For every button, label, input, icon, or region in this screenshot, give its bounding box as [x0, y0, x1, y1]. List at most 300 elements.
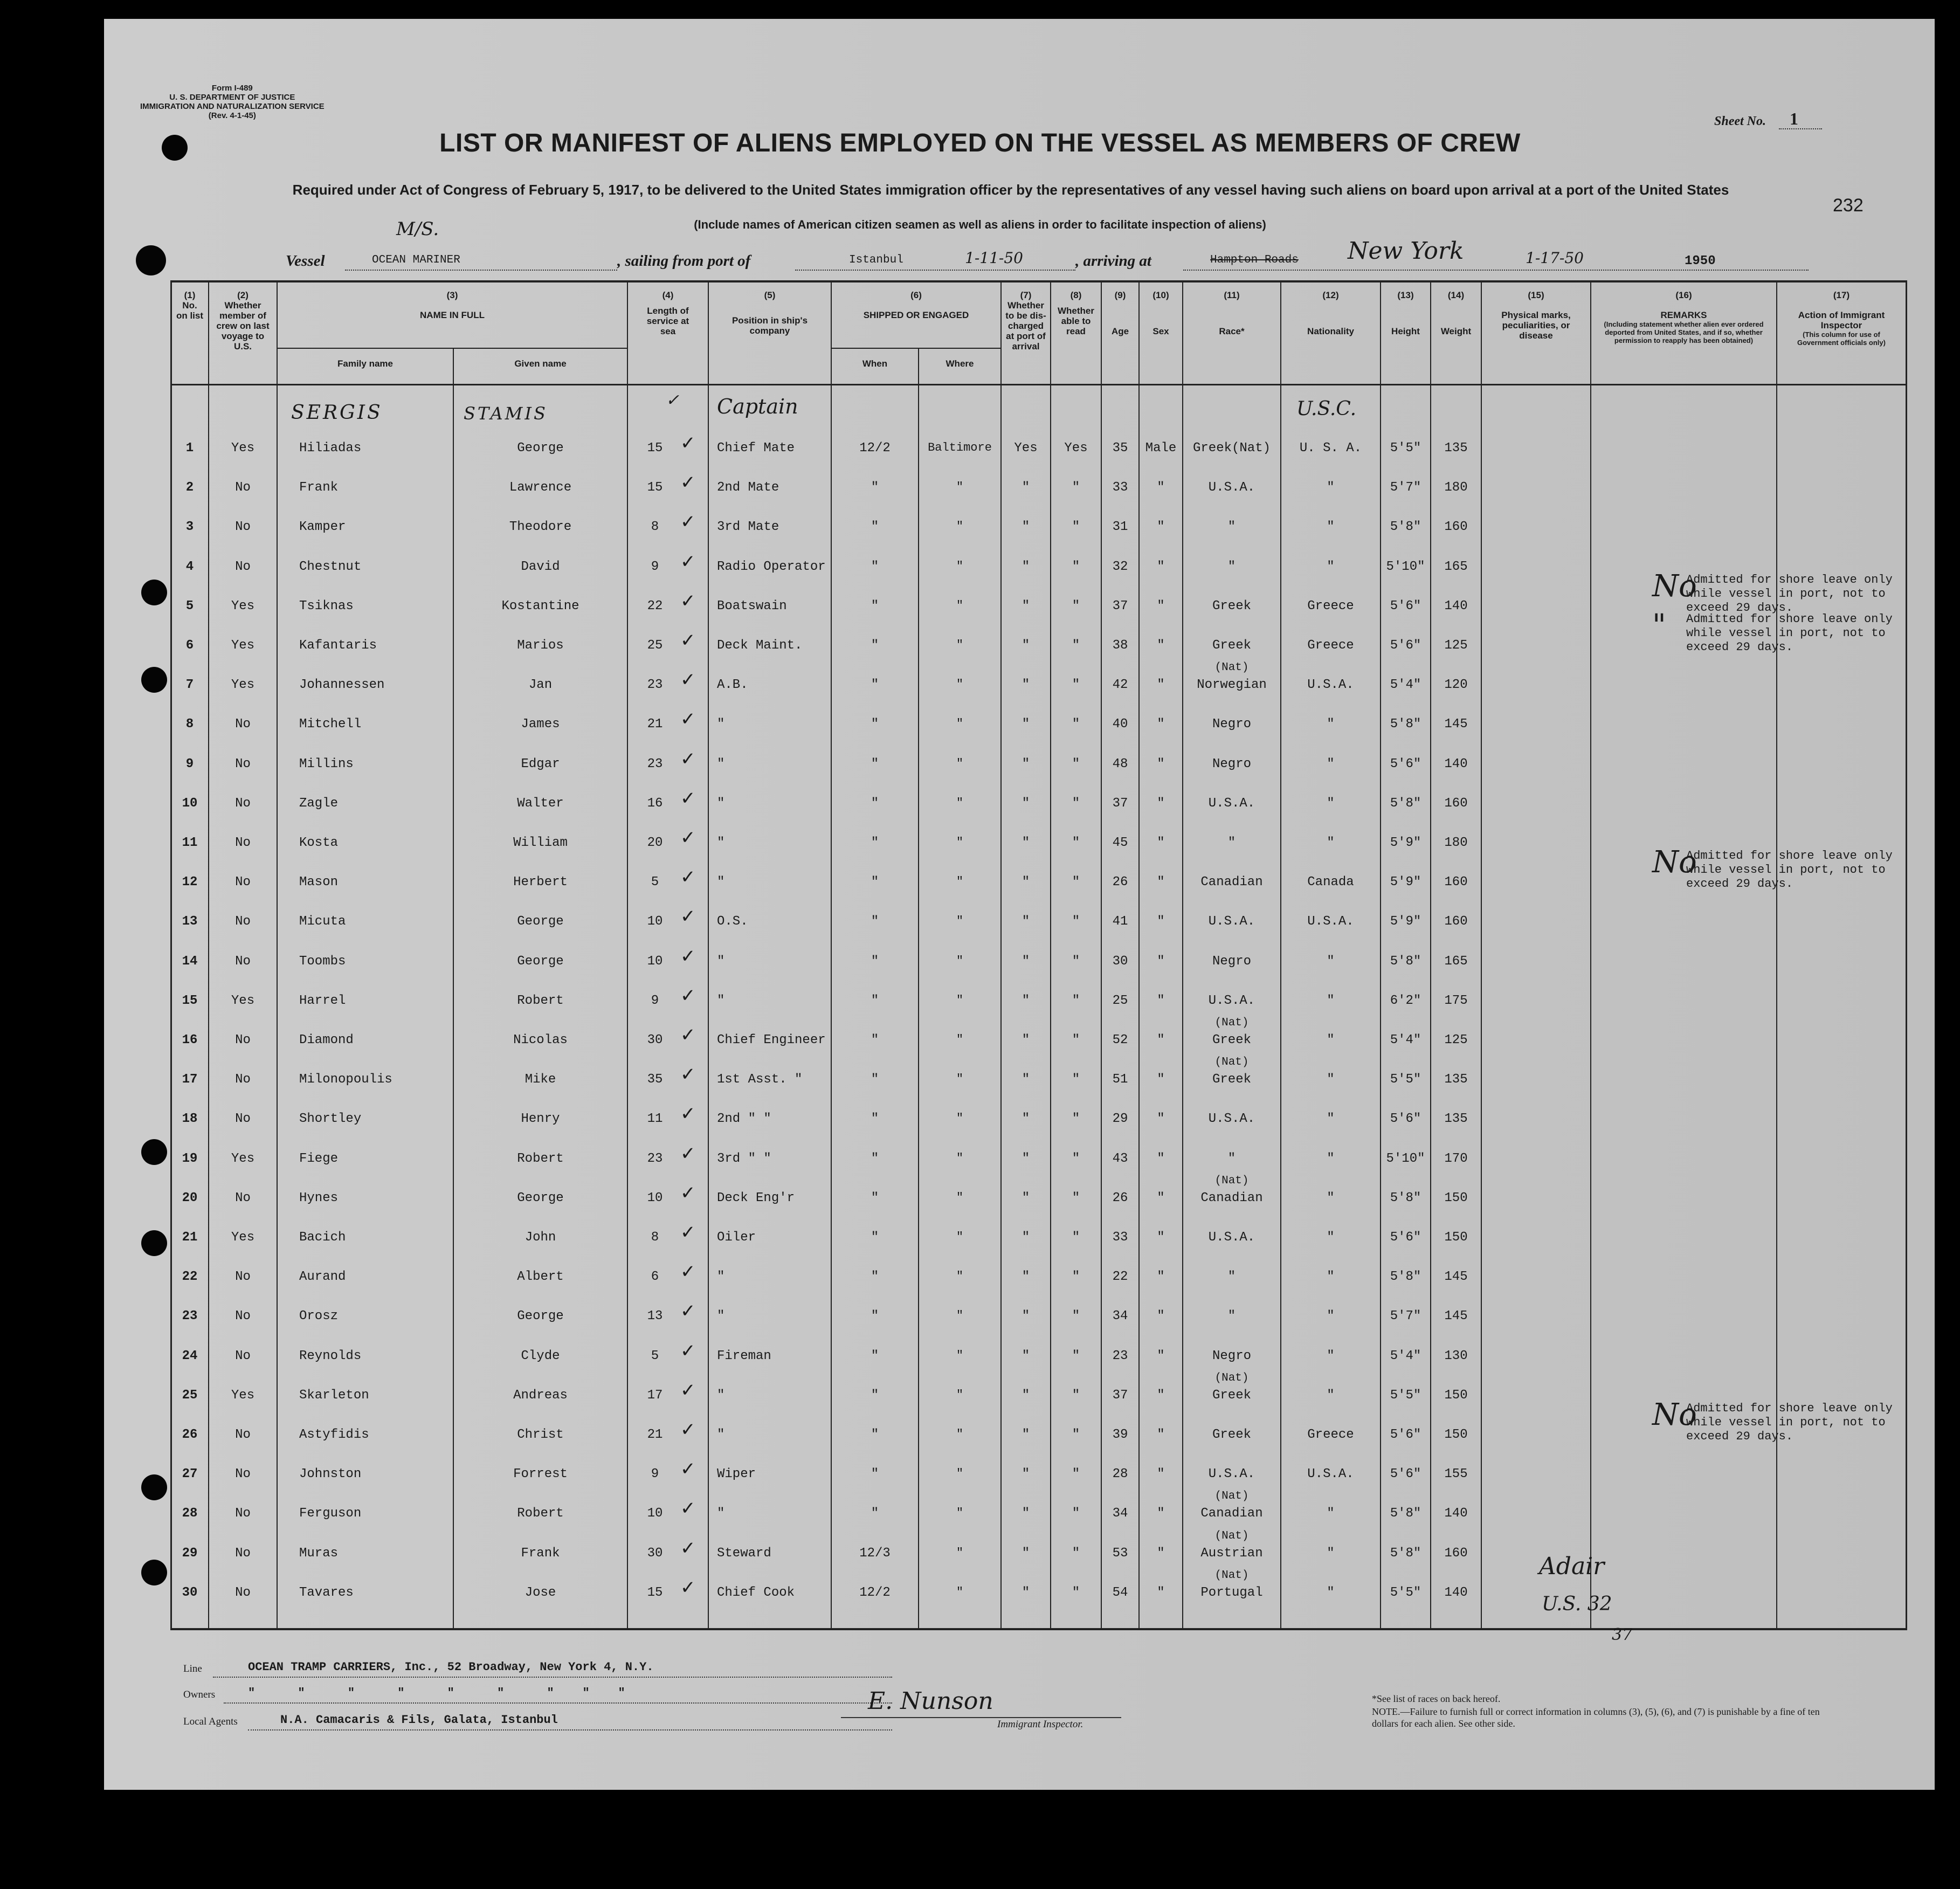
service-years: 6: [651, 1270, 659, 1284]
able-to-read: ": [1072, 717, 1080, 732]
shipped-where: ": [956, 1388, 964, 1402]
sex: ": [1157, 875, 1165, 890]
shipped-when: ": [871, 1349, 879, 1363]
shipped-when: ": [871, 994, 879, 1008]
remark-mark: No: [1652, 1397, 1697, 1432]
given-name: George: [517, 1309, 564, 1323]
nationality: ": [1327, 1546, 1335, 1561]
header-where: Where: [946, 359, 974, 369]
remark-text: Admitted for shore leave only while vessel in port, not to exceed 29 days.: [1686, 849, 1893, 891]
age: 26: [1112, 1191, 1128, 1205]
nationality: ": [1327, 560, 1335, 574]
race: U.S.A.: [1208, 914, 1255, 929]
weight: 150: [1444, 1388, 1468, 1403]
age: 48: [1112, 757, 1128, 771]
shipped-where: ": [956, 1506, 964, 1520]
shipped-when: ": [871, 757, 879, 771]
shipped-where: ": [956, 638, 964, 652]
service-years: 8: [651, 1230, 659, 1245]
shipped-where: ": [956, 1270, 964, 1283]
weight: 150: [1444, 1428, 1468, 1442]
able-to-read: ": [1072, 1349, 1080, 1363]
position: Radio Operator: [717, 560, 826, 574]
service-years: 10: [647, 914, 663, 929]
family-name: Mason: [299, 875, 339, 890]
height: 5'6": [1390, 638, 1421, 653]
family-name: Bacich: [299, 1230, 346, 1245]
family-name: Millins: [299, 757, 354, 771]
previous-voyage: No: [235, 875, 251, 890]
given-name: Jan: [528, 678, 553, 692]
row-number: 12: [182, 875, 198, 890]
given-name: Jose: [524, 1585, 556, 1600]
discharged: ": [1022, 757, 1030, 771]
service-years: 22: [647, 599, 663, 613]
shipped-when: ": [871, 1309, 879, 1323]
year: 1950: [1685, 254, 1716, 268]
row-number: 28: [182, 1506, 198, 1521]
check-mark: ✓: [680, 590, 696, 612]
sex: ": [1157, 1152, 1165, 1166]
shipped-where: ": [956, 1191, 964, 1204]
race-naturalized-note: (Nat): [1214, 1017, 1249, 1029]
able-to-read: ": [1072, 1585, 1080, 1600]
shipped-when: ": [871, 1152, 879, 1166]
height: 5'8": [1390, 1191, 1421, 1205]
age: 32: [1112, 560, 1128, 574]
manifest-sheet: [104, 19, 1935, 1790]
service-years: 13: [647, 1309, 663, 1323]
age: 43: [1112, 1152, 1128, 1166]
discharged: ": [1022, 1546, 1030, 1561]
family-name: Frank: [299, 480, 339, 495]
able-to-read: ": [1072, 1072, 1080, 1087]
header-height: (13) Height: [1391, 290, 1420, 336]
remark-mark: No: [1652, 569, 1697, 604]
shipped-when: ": [871, 1467, 879, 1481]
remark-text: Admitted for shore leave only while vessel in port, not to exceed 29 days.: [1686, 573, 1893, 615]
height: 5'6": [1390, 1428, 1421, 1442]
able-to-read: ": [1072, 1112, 1080, 1126]
weight: 135: [1444, 441, 1468, 456]
height: 5'9": [1390, 875, 1421, 890]
punch-hole: [141, 667, 167, 693]
race: Greek: [1212, 599, 1251, 613]
position: Chief Engineer: [717, 1033, 826, 1047]
nationality: ": [1327, 1152, 1335, 1166]
previous-voyage: No: [235, 560, 251, 574]
shipped-when: 12/2: [859, 1585, 891, 1600]
height: 5'4": [1390, 678, 1421, 692]
previous-voyage: No: [235, 1112, 251, 1126]
weight: 140: [1444, 1585, 1468, 1600]
row-number: 16: [182, 1033, 198, 1047]
able-to-read: ": [1072, 1467, 1080, 1481]
discharged: ": [1022, 1230, 1030, 1245]
given-name: George: [517, 1191, 564, 1205]
punch-hole: [141, 1560, 167, 1585]
family-name: Zagle: [299, 796, 339, 811]
vessel-name: OCEAN MARINER: [372, 254, 460, 266]
age: 33: [1112, 1230, 1128, 1245]
discharged: ": [1022, 1112, 1030, 1126]
us-count: U.S. 32: [1542, 1593, 1612, 1615]
row-number: 13: [182, 914, 198, 929]
race: Austrian: [1200, 1546, 1263, 1561]
service-years: 23: [647, 1152, 663, 1166]
position: Oiler: [717, 1230, 756, 1245]
row-number: 10: [182, 796, 198, 811]
age: 26: [1112, 875, 1128, 890]
header-physical-marks: (15) Physical marks, peculiarities, or disease: [1501, 290, 1571, 341]
weight: 135: [1444, 1072, 1468, 1087]
previous-voyage: No: [235, 1506, 251, 1521]
position: ": [717, 1506, 725, 1521]
able-to-read: ": [1072, 757, 1080, 771]
check-mark: ✓: [680, 630, 696, 651]
position: ": [717, 757, 725, 771]
nationality: ": [1327, 1191, 1335, 1205]
position: ": [717, 994, 725, 1008]
race: U.S.A.: [1208, 1230, 1255, 1245]
race-naturalized-note: (Nat): [1214, 1530, 1249, 1542]
check-mark: ✓: [680, 827, 696, 849]
header-no: (1) No. on list: [176, 290, 204, 321]
family-name: Kamper: [299, 520, 346, 534]
check-mark: ✓: [680, 906, 696, 927]
row-number: 20: [182, 1191, 198, 1205]
header-service: (4) Length of service at sea: [646, 290, 689, 336]
age: 42: [1112, 678, 1128, 692]
previous-voyage: No: [235, 1467, 251, 1481]
given-name: Mike: [524, 1072, 556, 1087]
service-years: 8: [651, 520, 659, 534]
row-number: 5: [185, 599, 194, 613]
check-mark: ✓: [680, 1577, 696, 1598]
previous-voyage: Yes: [231, 638, 255, 653]
discharged: ": [1022, 796, 1030, 811]
weight: 160: [1444, 914, 1468, 929]
owners-label: Owners: [183, 1689, 216, 1700]
discharged: ": [1022, 480, 1030, 495]
race-naturalized-note: (Nat): [1214, 1569, 1249, 1582]
discharged: ": [1022, 599, 1030, 613]
date-to: 1-17-50: [1526, 249, 1584, 267]
nationality: ": [1327, 1112, 1335, 1126]
nationality: ": [1327, 1506, 1335, 1521]
able-to-read: ": [1072, 836, 1080, 850]
race: Canadian: [1200, 875, 1263, 890]
previous-voyage: No: [235, 796, 251, 811]
nationality: ": [1327, 1388, 1335, 1403]
check-mark: ✓: [680, 708, 696, 730]
header-family-name: Family name: [337, 359, 393, 369]
height: 5'6": [1390, 757, 1421, 771]
race: ": [1227, 520, 1236, 534]
sex: ": [1157, 1506, 1165, 1521]
discharged: Yes: [1014, 441, 1038, 456]
family-name: Harrel: [299, 994, 346, 1008]
sex: ": [1157, 1585, 1165, 1600]
discharged: ": [1022, 836, 1030, 850]
check-mark: ✓: [680, 1261, 696, 1283]
shipped-where: ": [956, 480, 964, 494]
family-name: Johannessen: [299, 678, 385, 692]
position: ": [717, 836, 725, 850]
given-name: Lawrence: [509, 480, 572, 495]
able-to-read: ": [1072, 994, 1080, 1008]
agents-value: N.A. Camacaris & Fils, Galata, Istanbul: [280, 1713, 558, 1727]
height: 5'7": [1390, 480, 1421, 495]
able-to-read: Yes: [1064, 441, 1088, 456]
discharged: ": [1022, 994, 1030, 1008]
previous-voyage: Yes: [231, 1152, 255, 1166]
sex: ": [1157, 994, 1165, 1008]
discharged: ": [1022, 1585, 1030, 1600]
sex: ": [1157, 1388, 1165, 1403]
shipped-where: ": [956, 1112, 964, 1125]
height: 6'2": [1390, 994, 1421, 1008]
discharged: ": [1022, 560, 1030, 574]
discharged: ": [1022, 1152, 1030, 1166]
age: 31: [1112, 520, 1128, 534]
age: 40: [1112, 717, 1128, 732]
shipped-where: ": [956, 1467, 964, 1480]
check-mark: ✓: [680, 946, 696, 967]
height: 5'5": [1390, 1388, 1421, 1403]
discharged: ": [1022, 1428, 1030, 1442]
previous-voyage: No: [235, 1072, 251, 1087]
sex: ": [1157, 836, 1165, 850]
family-name: Tsiknas: [299, 599, 354, 613]
nationality: ": [1327, 1033, 1335, 1047]
able-to-read: ": [1072, 914, 1080, 929]
age: 34: [1112, 1309, 1128, 1323]
row-number: 17: [182, 1072, 198, 1087]
nationality: ": [1327, 480, 1335, 495]
family-name: Reynolds: [299, 1349, 362, 1363]
weight: 160: [1444, 1546, 1468, 1561]
weight: 145: [1444, 1309, 1468, 1323]
able-to-read: ": [1072, 875, 1080, 890]
discharged: ": [1022, 638, 1030, 653]
sex: ": [1157, 638, 1165, 653]
shipped-when: ": [871, 1112, 879, 1126]
able-to-read: ": [1072, 1270, 1080, 1284]
header-shipped: (6) SHIPPED OR ENGAGED: [863, 290, 969, 320]
height: 5'8": [1390, 1270, 1421, 1284]
previous-voyage: No: [235, 914, 251, 929]
shipped-when: ": [871, 836, 879, 850]
height: 5'8": [1390, 1546, 1421, 1561]
row-number: 6: [185, 638, 194, 653]
discharged: ": [1022, 520, 1030, 534]
check-mark: ✓: [680, 788, 696, 809]
age: 52: [1112, 1033, 1128, 1047]
height: 5'7": [1390, 1309, 1421, 1323]
race: Canadian: [1200, 1191, 1263, 1205]
nationality: ": [1327, 954, 1335, 969]
weight: 140: [1444, 757, 1468, 771]
given-name: Nicolas: [513, 1033, 568, 1047]
shipped-when: ": [871, 599, 879, 613]
race: ": [1227, 1309, 1236, 1323]
family-name: Milonopoulis: [299, 1072, 392, 1087]
sex: ": [1157, 796, 1165, 811]
able-to-read: ": [1072, 599, 1080, 613]
sex: ": [1157, 717, 1165, 732]
discharged: ": [1022, 954, 1030, 969]
row-number: 4: [185, 560, 194, 574]
position: Boatswain: [717, 599, 787, 613]
captain-given-handwritten: STAMIS: [464, 403, 548, 424]
row-number: 29: [182, 1546, 198, 1561]
previous-voyage: No: [235, 480, 251, 495]
race-naturalized-note: (Nat): [1214, 1490, 1249, 1502]
sex: ": [1157, 1112, 1165, 1126]
row-number: 7: [185, 678, 194, 692]
row-number: 1: [185, 441, 194, 456]
nationality: ": [1327, 994, 1335, 1008]
service-years: 9: [651, 560, 659, 574]
family-name: Ferguson: [299, 1506, 362, 1521]
row-number: 8: [185, 717, 194, 732]
sex: ": [1157, 1191, 1165, 1205]
sheet-number: 1: [1790, 109, 1798, 128]
header-nationality: (12) Nationality: [1307, 290, 1354, 336]
position: O.S.: [717, 914, 748, 929]
previous-voyage: No: [235, 757, 251, 771]
position: 3rd Mate: [717, 520, 779, 534]
nationality: ": [1327, 1309, 1335, 1323]
position: 1st Asst. ": [717, 1072, 803, 1087]
weight: 125: [1444, 1033, 1468, 1047]
arriving-label: , arriving at: [1075, 252, 1151, 270]
header-race: (11) Race*: [1219, 290, 1245, 336]
family-name: Shortley: [299, 1112, 362, 1126]
race: Norwegian: [1197, 678, 1267, 692]
family-name: Chestnut: [299, 560, 362, 574]
discharged: ": [1022, 1191, 1030, 1205]
check-mark: ✓: [680, 1300, 696, 1322]
race: U.S.A.: [1208, 1112, 1255, 1126]
weight: 160: [1444, 796, 1468, 811]
sex: ": [1157, 599, 1165, 613]
shipped-where: ": [956, 875, 964, 888]
height: 5'10": [1386, 560, 1425, 574]
given-name: William: [513, 836, 568, 850]
race: Greek: [1212, 1428, 1251, 1442]
service-years: 16: [647, 796, 663, 811]
position: Chief Mate: [717, 441, 795, 456]
check-mark: ✓: [680, 866, 696, 888]
punch-hole: [141, 580, 167, 605]
position: ": [717, 875, 725, 890]
shipped-where: ": [956, 1546, 964, 1560]
races-note: *See list of races on back hereof.: [1372, 1693, 1501, 1704]
age: 35: [1112, 441, 1128, 456]
previous-voyage: No: [235, 954, 251, 969]
race-naturalized-note: (Nat): [1214, 1175, 1249, 1187]
race: Canadian: [1200, 1506, 1263, 1521]
remark-mark: ": [1652, 608, 1666, 643]
service-years: 10: [647, 1191, 663, 1205]
given-name: Robert: [517, 1506, 564, 1521]
weight: 140: [1444, 1506, 1468, 1521]
total-count: 37: [1612, 1625, 1633, 1644]
shipped-where: ": [956, 599, 964, 612]
service-years: 17: [647, 1388, 663, 1403]
weight: 120: [1444, 678, 1468, 692]
previous-voyage: Yes: [231, 1388, 255, 1403]
service-years: 30: [647, 1546, 663, 1561]
nationality: ": [1327, 520, 1335, 534]
shipped-when: 12/2: [859, 441, 891, 456]
row-number: 22: [182, 1270, 198, 1284]
shipped-when: ": [871, 717, 879, 732]
captain-position-handwritten: Captain: [717, 395, 798, 418]
given-name: Albert: [517, 1270, 564, 1284]
discharged: ": [1022, 1309, 1030, 1323]
family-name: Muras: [299, 1546, 339, 1561]
nationality: ": [1327, 796, 1335, 811]
remark-text: Admitted for shore leave only while vessel in port, not to exceed 29 days.: [1686, 1402, 1893, 1443]
race: ": [1227, 836, 1236, 850]
header-previous-voyage: (2) Whether member of crew on last voyage to U.S.: [216, 290, 270, 351]
discharged: ": [1022, 1033, 1030, 1047]
previous-voyage: No: [235, 836, 251, 850]
given-name: Theodore: [509, 520, 572, 534]
race: Portugal: [1200, 1585, 1263, 1600]
nationality: Canada: [1307, 875, 1354, 890]
position: 2nd " ": [717, 1112, 771, 1126]
race: U.S.A.: [1208, 994, 1255, 1008]
stamp-number: 232: [1833, 195, 1864, 216]
position: Wiper: [717, 1467, 756, 1481]
previous-voyage: No: [235, 717, 251, 732]
weight: 140: [1444, 599, 1468, 613]
age: 34: [1112, 1506, 1128, 1521]
shipped-where: ": [956, 1585, 964, 1599]
discharged: ": [1022, 1388, 1030, 1403]
nationality: Greece: [1307, 1428, 1354, 1442]
row-number: 30: [182, 1585, 198, 1600]
able-to-read: ": [1072, 520, 1080, 534]
shipped-when: ": [871, 678, 879, 692]
service-years: 5: [651, 875, 659, 890]
position: ": [717, 1388, 725, 1403]
able-to-read: ": [1072, 1152, 1080, 1166]
weight: 150: [1444, 1191, 1468, 1205]
check-mark: ✓: [680, 432, 696, 454]
able-to-read: ": [1072, 560, 1080, 574]
family-name: Fiege: [299, 1152, 339, 1166]
family-name: Johnston: [299, 1467, 362, 1481]
previous-voyage: Yes: [231, 441, 255, 456]
nationality: ": [1327, 717, 1335, 732]
race: U.S.A.: [1208, 796, 1255, 811]
check-mark: ✓: [680, 1498, 696, 1519]
shipped-when: ": [871, 1506, 879, 1521]
agents-label: Local Agents: [183, 1716, 238, 1727]
punch-hole: [141, 1230, 167, 1256]
age: 51: [1112, 1072, 1128, 1087]
height: 5'5": [1390, 1585, 1421, 1600]
able-to-read: ": [1072, 480, 1080, 495]
service-years: 15: [647, 480, 663, 495]
race: Negro: [1212, 1349, 1251, 1363]
line-value: OCEAN TRAMP CARRIERS, Inc., 52 Broadway, New York 4, N.Y.: [248, 1660, 654, 1674]
